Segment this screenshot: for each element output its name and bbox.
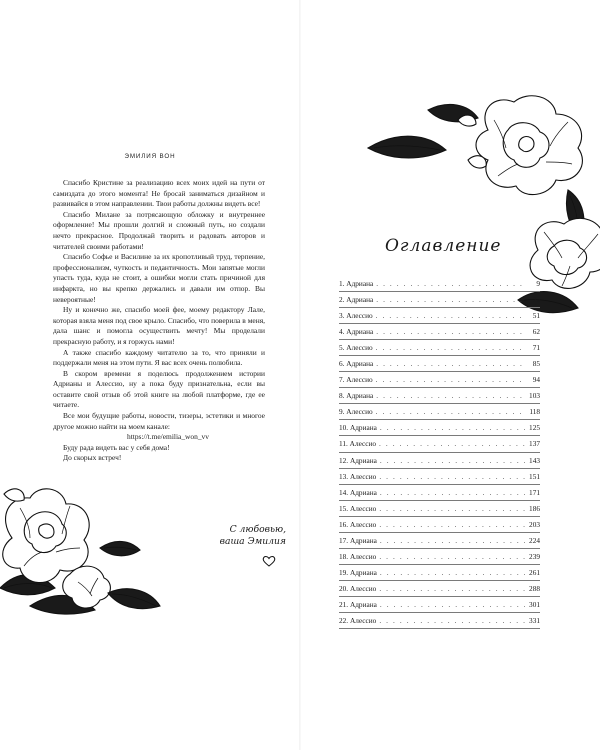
toc-dot-leader: [380, 487, 525, 499]
toc-chapter-label: 16. Алессио: [339, 519, 377, 529]
toc-entry[interactable]: [339, 292, 540, 308]
toc-dot-leader: [376, 294, 525, 306]
toc-entry[interactable]: [339, 485, 540, 501]
toc-dot-leader: [376, 278, 525, 290]
toc-page-number: 261: [529, 567, 540, 577]
toc-entry[interactable]: [339, 549, 540, 565]
toc-dot-leader: [376, 326, 525, 338]
toc-entry[interactable]: [339, 613, 540, 629]
toc-page-number: 224: [529, 535, 540, 545]
heart-icon: [262, 555, 276, 567]
toc-dot-leader: [376, 310, 525, 322]
closing-line: До скорых встреч!: [63, 453, 122, 463]
toc-chapter-label: 10. Адриана: [339, 423, 377, 433]
toc-entry[interactable]: [339, 276, 540, 292]
toc-entry[interactable]: [339, 404, 540, 420]
toc-chapter-label: 13. Алессио: [339, 471, 377, 481]
toc-chapter-label: 14. Адриана: [339, 487, 377, 497]
toc-title: Оглавление: [385, 236, 502, 256]
toc-page-number: 103: [529, 391, 540, 401]
signature-line: С любовью,: [229, 524, 286, 535]
toc-dot-leader: [380, 599, 525, 611]
toc-dot-leader: [376, 406, 525, 418]
toc-dot-leader: [376, 342, 525, 354]
toc-entry[interactable]: [339, 324, 540, 340]
toc-chapter-label: 18. Алессио: [339, 551, 377, 561]
signature: [196, 524, 286, 547]
toc-entry[interactable]: [339, 501, 540, 517]
toc-chapter-label: 20. Алессио: [339, 583, 377, 593]
running-head: ЭМИЛИЯ ВОН: [124, 153, 176, 160]
paragraph: Все мои будущие работы, новости, тизеры, эстетики и многое другое можно найти на моем канале:: [53, 411, 265, 431]
toc-dot-leader: [380, 422, 525, 434]
toc-chapter-label: 12. Адриана: [339, 455, 377, 465]
toc-page-number: 331: [529, 615, 540, 625]
toc-entry[interactable]: [339, 436, 540, 452]
paragraph: Спасибо Милане за потрясающую обложку и внутреннее оформление! Мы прошли долгий и сложный путь, но создали нечто прекрасное. Продолжай творить и радовать авторов и читателей своими работами!: [53, 209, 265, 251]
toc-dot-leader: [376, 390, 525, 402]
toc-chapter-label: 1. Адриана: [339, 279, 374, 288]
toc-dot-leader: [379, 503, 525, 515]
toc-page-number: 288: [529, 583, 540, 593]
toc-page-number: 125: [529, 423, 540, 433]
toc-chapter-label: 2. Адриана: [339, 295, 374, 305]
toc-page-number: 94: [532, 375, 540, 385]
toc-chapter-label: 19. Адриана: [339, 567, 377, 577]
toc-page-number: 186: [529, 503, 540, 513]
paragraph: В скором времени я поделюсь продолжением истории Адрианы и Алессио, ну а пока буду признательна, если вы оставите свой отзыв об этой книге на любой платформе, где ее читаете.: [53, 368, 265, 410]
channel-link: https://t.me/emilia_won_vv: [126, 432, 209, 442]
toc-page-number: 301: [529, 599, 540, 609]
right-page: [300, 0, 600, 750]
peony-floral-left-icon: [0, 478, 170, 618]
toc-chapter-label: 4. Адриана: [339, 327, 374, 337]
toc-page-number: 51: [532, 311, 540, 321]
toc-page-number: 25: [532, 295, 540, 305]
closing-line: Буду рада видеть вас у себя дома!: [63, 442, 170, 452]
toc-dot-leader: [376, 374, 525, 386]
toc-dot-leader: [380, 567, 525, 579]
toc-page-number: 137: [529, 439, 540, 449]
toc-dot-leader: [379, 438, 525, 450]
toc-dot-leader: [379, 471, 525, 483]
toc-page-number: 9: [536, 279, 540, 288]
toc-page-number: 62: [532, 327, 540, 337]
toc-chapter-label: 11. Алессио: [339, 439, 377, 449]
toc-dot-leader: [379, 519, 525, 531]
toc-chapter-label: 3. Алессио: [339, 311, 373, 321]
toc-chapter-label: 5. Алессио: [339, 343, 373, 353]
toc-entry[interactable]: [339, 469, 540, 485]
toc-dot-leader: [379, 615, 525, 627]
toc-entry[interactable]: [339, 565, 540, 581]
toc-page-number: 143: [529, 455, 540, 465]
toc-entry[interactable]: [339, 597, 540, 613]
toc-chapter-label: 15. Алессио: [339, 503, 377, 513]
paragraph: Спасибо Кристине за реализацию всех моих идей на пути от самиздата до этого момента! Не бросай заниматься дизайном и развивайся в этом направлении. Твои работы должны видеть все!: [53, 178, 265, 209]
toc-dot-leader: [379, 551, 525, 563]
toc-dot-leader: [376, 358, 525, 370]
toc-entry[interactable]: [339, 453, 540, 469]
acknowledgements-text: [53, 178, 265, 464]
signature-line: ваша Эмилия: [219, 535, 286, 547]
toc-page-number: 118: [529, 407, 540, 417]
toc-entry[interactable]: [339, 581, 540, 597]
toc-chapter-label: 21. Адриана: [339, 599, 377, 609]
toc-chapter-label: 17. Адриана: [339, 535, 377, 545]
table-of-contents: [339, 276, 540, 629]
toc-page-number: 203: [529, 519, 540, 529]
toc-page-number: 71: [532, 343, 540, 353]
toc-page-number: 171: [529, 487, 540, 497]
toc-entry[interactable]: [339, 372, 540, 388]
toc-entry[interactable]: [339, 533, 540, 549]
toc-page-number: 85: [532, 359, 540, 369]
toc-chapter-label: 7. Алессио: [339, 375, 373, 385]
toc-page-number: 239: [529, 551, 540, 561]
toc-dot-leader: [379, 583, 525, 595]
toc-entry[interactable]: [339, 356, 540, 372]
toc-page-number: 151: [529, 471, 540, 481]
paragraph: Спасибо Софье и Василине за их кропотливый труд, терпение, профессионализм, чуткость и педантичность. Мои запятые могли упасть туда, куда не стоит, а ошибки могли стать причиной для инфаркта, но вы крепко держались и давали им отпор. Вы невероятные!: [53, 252, 265, 304]
toc-chapter-label: 9. Алессио: [339, 407, 373, 417]
toc-entry[interactable]: [339, 340, 540, 356]
toc-dot-leader: [380, 455, 525, 467]
toc-chapter-label: 22. Алессио: [339, 615, 377, 625]
toc-chapter-label: 6. Адриана: [339, 359, 374, 369]
toc-chapter-label: 8. Адриана: [339, 391, 374, 401]
toc-entry[interactable]: [339, 420, 540, 436]
toc-entry[interactable]: [339, 517, 540, 533]
paragraph: Ну и конечно же, спасибо моей фее, моему редактору Лале, которая взяла меня под свое крыло. Спасибо, что поверила в меня, дала шанс и помогла осуществить мечту! Мы проделали прекрасную работу, и я горжусь нами!: [53, 305, 265, 346]
toc-entry[interactable]: [339, 308, 540, 324]
toc-entry[interactable]: [339, 388, 540, 404]
paragraph: А также спасибо каждому читателю за то, что приняли и поддержали меня на этом пути. Я вас всех очень полюбила.: [53, 347, 265, 368]
toc-dot-leader: [380, 535, 525, 547]
